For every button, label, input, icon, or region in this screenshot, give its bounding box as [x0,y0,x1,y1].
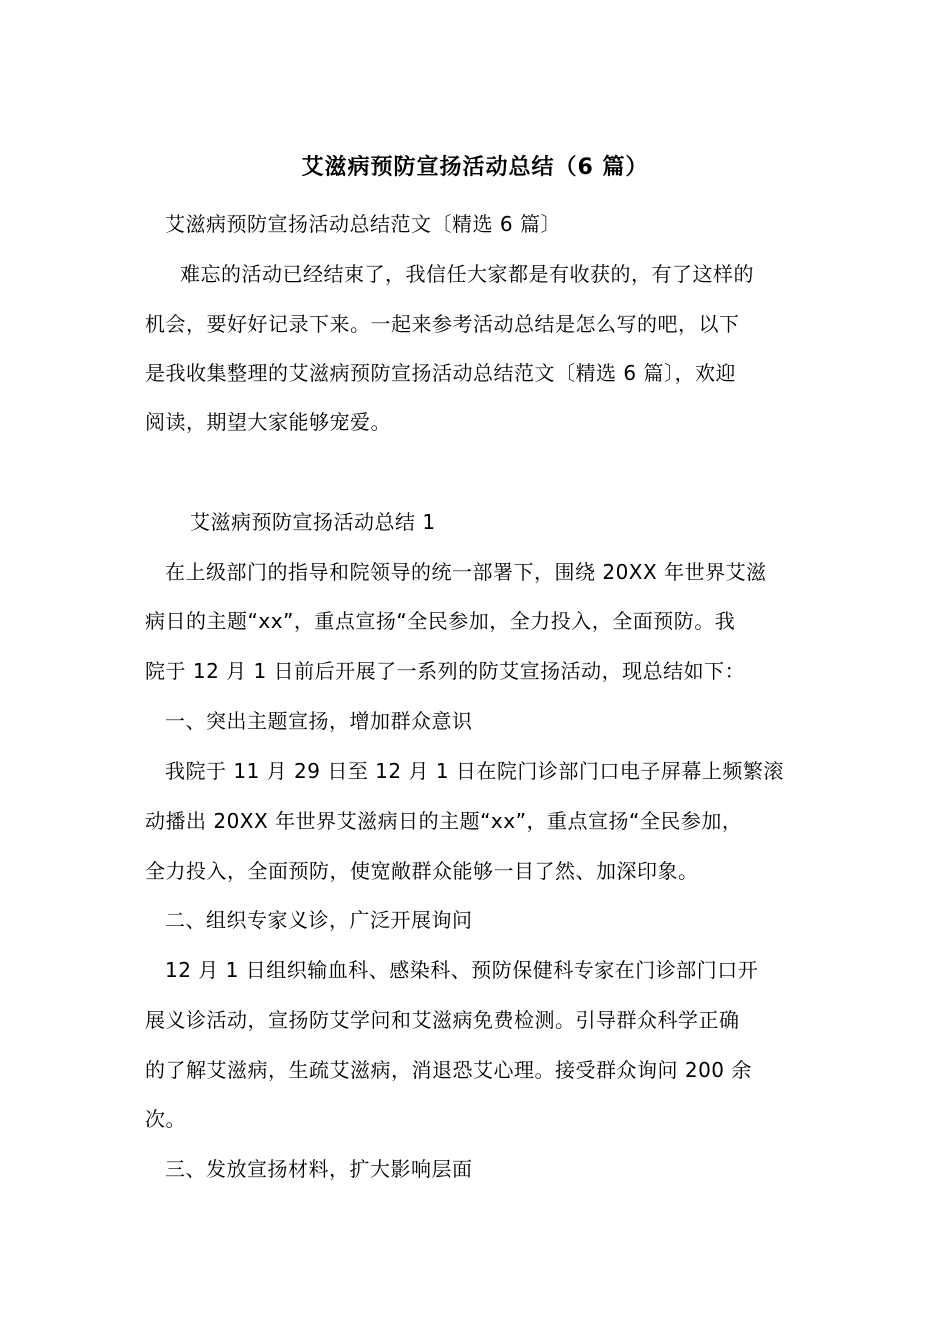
paragraph-line: 展义诊活动，宣扬防艾学问和艾滋病免费检测。引导群众科学正确 [145,1008,740,1032]
subheading-line: 一、突出主题宣扬，增加群众意识 [165,709,473,733]
subheading-line: 三、发放宣扬材料，扩大影响层面 [165,1157,473,1181]
paragraph-line: 全力投入，全面预防，使宽敞群众能够一目了然、加深印象。 [145,859,699,883]
paragraph-line: 院于 12 月 1 日前后开展了一系列的防艾宣扬活动，现总结如下： [145,659,746,683]
paragraph-line: 的了解艾滋病，生疏艾滋病，消退恐艾心理。接受群众询问 200 余 [145,1058,752,1082]
paragraph-line: 在上级部门的指导和院领导的统一部署下，围绕 20XX 年世界艾滋 [165,560,767,584]
subheading-line: 二、组织专家义诊，广泛开展询问 [165,908,473,932]
paragraph-line: 是我收集整理的艾滋病预防宣扬活动总结范文〔精选 6 篇〕，欢迎 [145,361,736,385]
paragraph-line: 病日的主题“xx”，重点宣扬“全民参加，全力投入，全面预防。我 [145,609,736,633]
section-heading: 艾滋病预防宣扬活动总结 1 [190,510,436,534]
paragraph-line: 动播出 20XX 年世界艾滋病日的主题“xx”，重点宣扬“全民参加， [145,809,743,833]
document-title: 艾滋病预防宣扬活动总结（6 篇） [301,155,649,180]
subtitle-line: 艾滋病预防宣扬活动总结范文〔精选 6 篇〕 [165,212,561,236]
paragraph-line: 难忘的活动已经结束了，我信任大家都是有收获的，有了这样的 [180,262,754,286]
paragraph-line: 12 月 1 日组织输血科、感染科、预防保健科专家在门诊部门口开 [165,958,759,982]
paragraph-line: 次。 [145,1107,186,1131]
paragraph-line: 我院于 11 月 29 日至 12 月 1 日在院门诊部门口电子屏幕上频繁滚 [165,759,784,783]
paragraph-line: 机会，要好好记录下来。一起来参考活动总结是怎么写的吧，以下 [145,312,740,336]
paragraph-line: 阅读，期望大家能够宠爱。 [145,410,391,434]
